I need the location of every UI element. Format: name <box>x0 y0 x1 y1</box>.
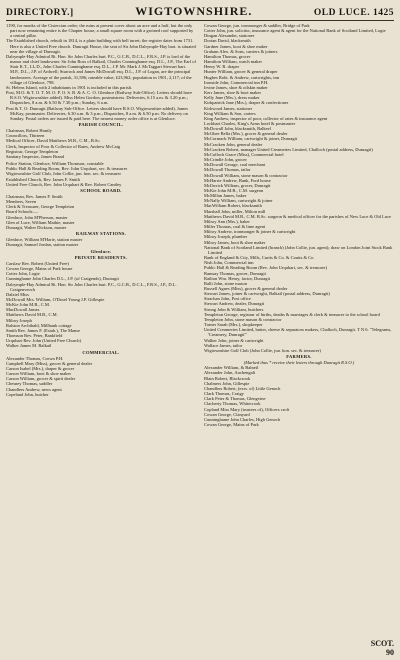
directory-entry: Glenluce, William M'Harie, station master <box>6 237 83 243</box>
directory-entry: Strachan John, Post office <box>204 296 251 302</box>
section-heading: Glenluce. <box>90 248 112 254</box>
directory-entry: Dorian David, blacksmith <box>204 38 251 44</box>
directory-entry: MacWilliam Robert, blacksmith <box>204 203 262 209</box>
section-heading: SCHOOL BOARD. <box>80 187 122 193</box>
directory-entry: Kirkpatrick Jane (Mrs.), draper & confectioner <box>204 100 289 106</box>
directory-entry: Wigtownshire Golf Club (John Collie, jun. hon. sec. & treasurer) <box>204 347 321 353</box>
directory-entry: Alexander Thomas, Crown P.H. <box>6 355 64 361</box>
directory-entry: Dunragit, Samuel Jordan, station master <box>6 242 79 248</box>
directory-entry: McDowall John, blacksmith, Balkeel <box>204 126 271 132</box>
directory-entry: Copland Miss Mary (trustees of), Officers croft <box>204 406 290 412</box>
section-heading: FARMERS. <box>286 354 312 359</box>
footer-county: SCOT. <box>370 639 394 648</box>
directory-entry: Chairman, Robert Huntly <box>6 128 52 134</box>
directory-entry: Kelly Jane (Mrs.), dress maker <box>204 95 260 101</box>
directory-entry: Chalmers John, Gillespie <box>204 380 250 386</box>
header-left: DIRECTORY.] <box>6 8 74 18</box>
directory-entry: Carslaw Rev. Robert (United Free) <box>6 260 69 266</box>
directory-entry: Hamilton William, watch maker <box>204 59 262 65</box>
directory-entry: Clark Thomas, Craigy <box>204 391 245 397</box>
directory-entry: Strong John & William, butchers <box>204 306 264 312</box>
directory-entry: Walker James M. Balkail <box>6 343 52 349</box>
directory-entry: Clacherty Thomas, Whitecrook <box>204 401 261 407</box>
directory-entry: Registrar, George Templeton <box>6 148 58 154</box>
directory-entry: Hughes Robt. & Andrew, cartwrights, inn <box>204 74 279 80</box>
directory-entry: Chairman, Rev. James F. Smith <box>6 194 63 199</box>
directory-entry: Marshall John, miller, Milton mill <box>204 208 266 214</box>
directory-entry: Dunragit, Walter Dickson, master <box>6 224 67 230</box>
directory-entry: Blain Robert, Blackcrook <box>204 375 251 381</box>
directory-entry: Medical Officer, David Matthews M.B., C.M., B.Sc. <box>6 138 101 144</box>
section-heading: PRIVATE RESIDENTS. <box>74 254 128 260</box>
directory-entry: McKie John M.B., C.M. surgeon <box>204 188 264 193</box>
footer-number: 90 <box>386 648 394 657</box>
directory-entry: Clark Peter & Thomas, Glengvine <box>204 396 266 402</box>
directory-entry: Cotter John, jun. solicitor, insurance agent & agent for the National Bank of Scotland Limited, Logie <box>204 28 386 34</box>
directory-entry: McDowall Mrs. William, O'Dosel Young J.P. Gillespie <box>6 296 105 302</box>
directory-entry: Hunter William, grocer & general draper <box>204 69 278 75</box>
directory-entry: Matthews David M.B., C.M. <box>6 312 58 318</box>
directory-entry: Gardner James, boot & shoe maker <box>204 43 268 49</box>
directory-entry: Glen of Luce, William Mathie, master <box>6 219 75 225</box>
section-heading: RAILWAY STATIONS. <box>75 231 127 237</box>
directory-entry: Carson Isabel (Mrs.), draper & grocer <box>6 366 75 371</box>
directory-entry: Turner Sarah (Mrs.), shopkeeper <box>204 322 263 328</box>
directory-entry: McDowall George, coal merchant <box>204 162 266 168</box>
directory-entry: Kerr James, shoe & boot maker <box>204 90 261 96</box>
directory-entry: McHarrie Andrew, Bank, Ford house <box>204 177 271 183</box>
directory-entry: Stewart Andrew, dealer, Dunragit <box>204 301 265 307</box>
directory-entry: Smith Rev. James F. (Estab.), The Manse <box>6 327 81 333</box>
directory-entry: Dalrymple-Hay Admiral Rt. Hon. Sir John Charles bart. P.C., G.C.B., D.C.L., F.R.S., J.P., D.L. Craigenveoch <box>6 281 177 292</box>
directory-entry: Cowan George, Mains of Park <box>204 422 259 428</box>
directory-entry: McMillan James, baker <box>204 193 247 199</box>
directory-entry: Walker John, joiner & cartwright <box>204 337 264 343</box>
directory-entry: Milroy Joseph, plumber <box>204 234 248 240</box>
directory-entry: Railton Wm. Henry, factor, Dunragit <box>204 275 271 281</box>
directory-entry: Ralli John, stone mason <box>204 280 247 286</box>
directory-entry: McCracken Robert, manager United Creameries Limited, Challoch (postal address, Dunragit) <box>204 146 373 152</box>
directory-entry: Wigtownshire Golf Club, John Collie, jun. hon. sec. & treasurer <box>6 171 122 177</box>
directory-entry: McCrindle John, grocer <box>204 157 247 163</box>
directory-entry: McDowall William, stone mason & contractor <box>204 172 288 178</box>
section-heading: PARISH COUNCIL. <box>78 121 124 127</box>
directory-entry: Established Church, Rev. James F. Smith <box>6 176 80 182</box>
directory-entry: Post & T. O. Dunragit (Railway Sub-Office. Letters should have R.S.O. Wigtownshire added). James McKay, postmaster. Deliveries, 6.30 a.m. & 3 p.m.; Dispatches, 8 a.m. & 6.50 p.m. No delivery on Sunday. Postal orders are issued & paid here. The nearest money order office is at Glenluce. <box>6 105 188 121</box>
directory-entry: King William & Son, carters <box>204 110 256 116</box>
directory-entry: Cunninghame John Charles, High Genoch <box>204 416 281 422</box>
directory-entry: Templeton John, stone mason & contractor <box>204 316 282 322</box>
directory-entry: Hamilton Thomas, grocer <box>204 53 251 59</box>
directory-entry: Ralston Archibald, Millbank cottage <box>6 322 72 328</box>
directory-entry: Milroy Ann (Mrs.), baker <box>204 218 250 224</box>
directory-entry: Cunninghame John Charles D.L., J.P. (of Craigends), Dunragit <box>6 276 119 282</box>
directory-entry: Cowan George, jun. ironmonger & saddler, Bridge of Park <box>204 23 310 28</box>
directory-entry: United Creameries Limited, butter, cheese & separators makers, Challoch, Dunragit. T N 6. "Telegrams, 'Creamery, Dunragit'" <box>204 327 392 338</box>
directory-entry: MacDowall James <box>6 307 40 313</box>
directory-entry: Chandlers Andrew, news agent <box>6 386 62 392</box>
directory-entry: Wallace James, tailor <box>204 342 243 348</box>
directory-entry: Kirkwood James, stationer <box>204 105 253 111</box>
header-right: OLD LUCE. 1425 <box>313 8 394 18</box>
directory-entry: St. Helens Island, with 2 inhabitants in 1901 is included in this parish. <box>6 84 133 90</box>
directory-entry: Glenluce, John M'Pherson, master <box>6 214 68 220</box>
column-right <box>204 23 394 427</box>
directory-entry: McGhee Bella (Mrs.), grocer & general dealer <box>204 131 288 137</box>
directory-entry: Thomson Rev. Peter, Bankfield <box>6 333 63 339</box>
directory-entry: Stewart James, joiner & cartwright, Balkail (postal address, Dunragit) <box>204 291 330 297</box>
directory-entry: Ramsay Thomas, grocer, Dunragit <box>204 270 266 276</box>
directory-entry: Carson William, grocer & spirit dealer <box>6 376 76 382</box>
column-left <box>6 23 196 427</box>
directory-entry: Templeton George, registrar of births, deaths & marriages & clerk & treasurer to the school board <box>204 311 380 317</box>
directory-entry: Russell Agnes (Miss), grocer & general dealer <box>204 285 288 291</box>
directory-entry: McCormack William, cartwright & joiner, Dunragit <box>204 136 298 142</box>
directory-entry: Police Station, Glenluce, William Thomson, constable <box>6 161 104 167</box>
directory-entry: Public Hall & Reading Room (Rev. John Urquhart, sec. & treasurer) <box>204 265 328 271</box>
directory-entry: Dingan Alexander, stationer <box>204 33 255 39</box>
directory-entry: Matthews David M.B., C.M. B.Sc. surgeon & medical officer for the parishes of New Luce & Old Luce <box>204 213 392 219</box>
directory-entry: Miller Thomas, coal & lime agent <box>204 224 266 230</box>
directory-entry: Clerk, Inspector of Poor & Collector of Rates, Andrew McCaig <box>6 143 121 149</box>
directory-entry: Cowan George, Clanyard <box>204 411 250 417</box>
directory-entry: National Bank of Scotland Limited (branch) (John Collie, jun. agent); draw on London Joint Stock Bank Limited <box>204 244 393 255</box>
running-header <box>6 4 394 21</box>
directory-entry: Public Hall & Reading Room, Rev. John Urquhart, sec. & treasurer <box>6 166 128 172</box>
section-heading: COMMERCIAL. <box>82 349 120 355</box>
directory-entry: Copeland John, butcher <box>6 391 49 397</box>
directory-entry: Alexander William, & Balneil <box>204 365 259 371</box>
directory-entry: Chesney Thomas, saddler <box>6 381 53 387</box>
directory-entry: Urquhart Rev. John (United Free Church) <box>6 338 81 344</box>
directory-entry: Councillors, Thirteen <box>6 133 45 139</box>
header-title: WIGTOWNSHIRE. <box>135 4 253 18</box>
directory-entry: Irvine James, shoe & oilskin maker <box>204 84 268 90</box>
directory-entry: Ironside John, Commercial inn P.H. <box>204 79 269 85</box>
directory-entry: Cotter John, Logie <box>6 271 40 277</box>
directory-entry: Members, Seven <box>6 199 37 205</box>
directory-entry: Milroy James, boot & shoe maker <box>204 239 266 245</box>
directory-entry: Cowan George, Mains of Park house <box>6 266 73 272</box>
directory-entry: The Established church, rebuilt in 1814, is a plain building with bell turret; the register dates from 1731. Here is also a United Free church. Dunragit House, the seat of Sir John Dalrymple-Hay bart. is situated near the village of Dunragit. <box>6 38 196 54</box>
directory-entry: Lockhart Charles, King's Arms hotel & postmaster <box>204 120 296 126</box>
directory-entry: Alexander John, Auchengalt <box>204 370 256 376</box>
directory-entry: Milroy Joseph <box>6 317 32 323</box>
directory-entry: Board Schools:— <box>6 209 39 215</box>
directory-entry: Sanitary Inspector, James Brand <box>6 153 65 159</box>
directory-entry: Clerk & Treasurer, George Templeton <box>6 204 75 210</box>
directory-entry: King Andrew, inspector of poor, collector of rates & insurance agent <box>204 115 328 121</box>
directory-entry: McNally William, cartwright & joiner <box>204 198 273 204</box>
page-footer <box>371 639 394 657</box>
directory-entry: Bank of England & City, Mills, Curtis & Co. & Coutts & Co. <box>204 255 315 261</box>
columns <box>6 23 394 427</box>
directory-entry: McCracken John, general dealer <box>204 141 263 147</box>
directory-entry: Carson William, boot & shoe maker <box>6 371 71 377</box>
directory-entry: Graham Alex. & Sons, carriers & joiners <box>204 48 278 54</box>
directory-entry: McDowall Thomas, tailor <box>204 167 251 173</box>
directory-entry: Chandlers Robert, (exrs. of) Little Genoch <box>204 385 281 391</box>
directory-entry: Nish John, Commercial inn <box>204 260 254 266</box>
directory-entry: 1190, for monks of the Cistercian order; the ruins at present cover about an acre and a half, but the only part now remaining entire is the Chapter house, a small square room with a groined roof supported by a central pillar. <box>6 23 194 39</box>
directory-entry: McIlwrick William, grocer, Dunragit <box>204 182 271 188</box>
directory-entry: Henry W. R. draper <box>204 64 240 70</box>
directory-entry: McCulloch Grace (Miss), Commercial hotel <box>204 151 284 157</box>
directory-entry: Dalrymple-Hay Admiral Rt. Hon. Sir John Charles bart. P.C., G.C.B., D.C.L., F.R.S., J.P. is lord of the manor and chief landowner. Sir John Ross of Balkail, Charles Cunninghame esq. D.L., J.P., The Earl of Stair K.T., LL.D., John Charles Cunninghame esq. D.L., J.P. Mr. Mark J. McTaggart Stewart bart. M.P., D.L., J.P. of Ardwell; Sturrock and James McDowall esq. D.L., J.P. of Logan, are the principal landowners. Acreage of the parish, 31,586; rateable value, £23,962; population in 1901, 2,117; of the village of Glenluce, 798. <box>6 53 197 85</box>
directory-entry: Post, M.O. & T. O. T. M. O. P. O. S. B. & A. C. O. Glenluce (Railway Sub-Office). Letters should have R.S.O. Wigtownshire added). Miss Helen Gordon, postmistress. Deliveries, 6.15 a.m. & 3.20 p.m.; Dispatches, 8 a.m. & 6.50 & 7.30 p.m.; Sunday, 6 a.m. <box>6 90 192 106</box>
directory-entry: Dalziel Miss <box>6 291 29 297</box>
directory-entry: Campbell Mary (Miss), grocer & general dealer <box>6 360 93 366</box>
directory-entry: Milroy Andrew, ironmonger & joiner & cartwright <box>204 229 296 235</box>
section-note: (Marked thus * receive their letters through Dunragit R.S.O.) <box>243 360 355 366</box>
directory-entry: McKie John M.B., C.M. <box>6 302 51 308</box>
directory-entry: United Free Church, Rev. John Urquhart & Rev. Robert Cantley <box>6 181 122 187</box>
